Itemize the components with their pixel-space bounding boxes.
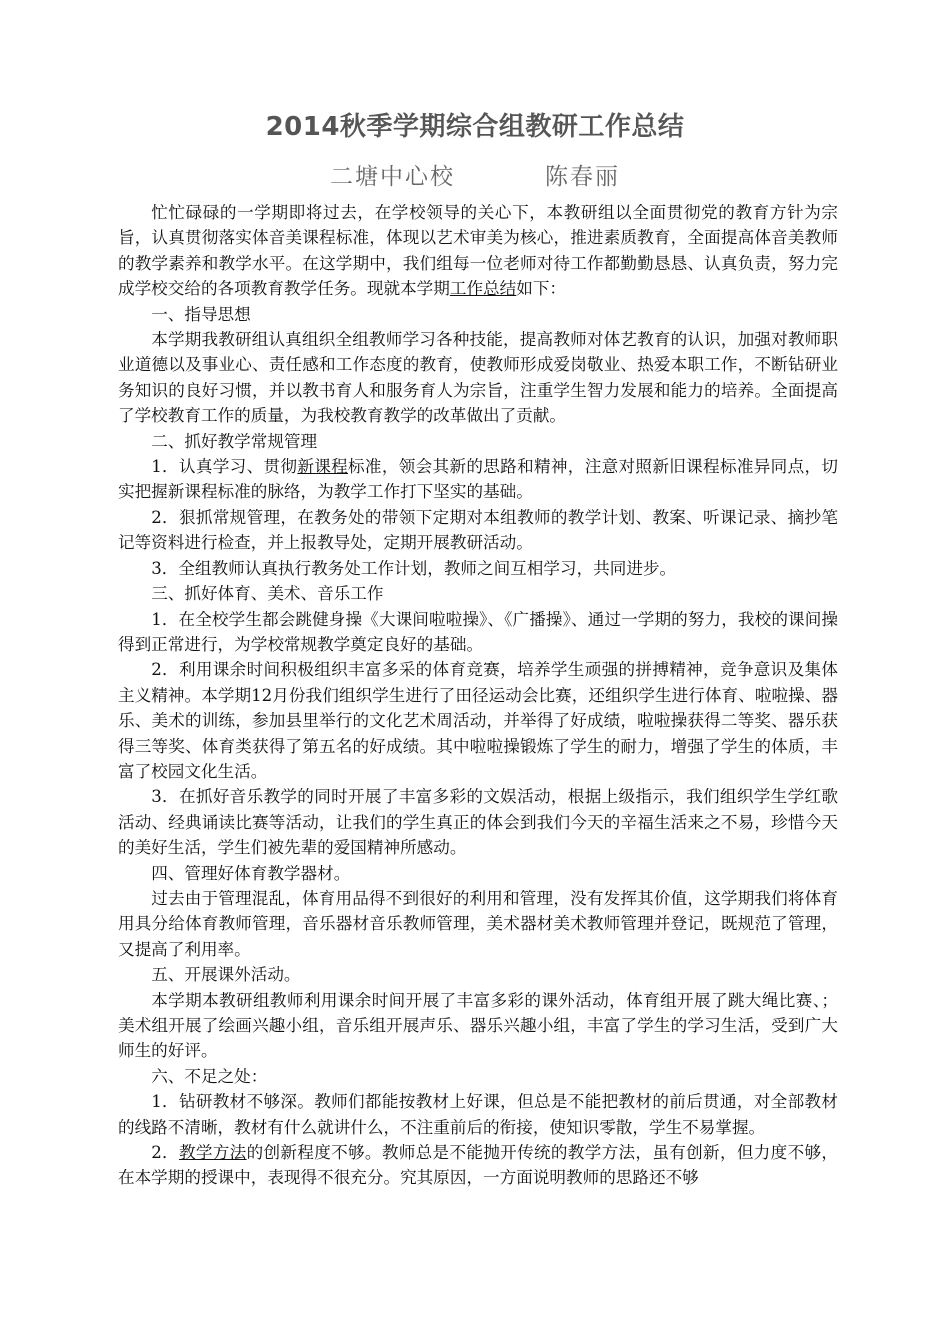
paragraph: 2．利用课余时间积极组织丰富多采的体育竞赛，培养学生顽强的拼搏精神，竞争意识及集体主义精神。本学期12月份我们组织学生进行了田径运动会比赛，还组织学生进行体育、啦啦操、器乐、美术的训练，参加县里举行的文化艺术周活动，并举得了好成绩，啦啦操获得二等奖、器乐获得三等奖、体育类获得了第五名的好成绩。其中啦啦操锻炼了学生的耐力，增强了学生的体质，丰富了校园文化生活。: [118, 660, 838, 781]
paragraph: 1．钻研教材不够深。教师们都能按教材上好课，但总是不能把教材的前后贯通，对全部教材的线路不清晰，教材有什么就讲什么，不注重前后的衔接，使知识零散，学生不易掌握。: [118, 1092, 838, 1137]
section-heading-3: 三、抓好体育、美术、音乐工作: [151, 584, 384, 604]
paragraph-text: 1．认真学习、贯彻: [151, 457, 298, 477]
paragraph: 本学期本教研组教师利用课余时间开展了丰富多彩的课外活动，体育组开展了跳大绳比赛、；美术组开展了绘画兴趣小组，音乐组开展声乐、器乐兴趣小组，丰富了学生的学习生活，受到广大师生的好评。: [118, 990, 838, 1061]
link-teaching-methods[interactable]: 教学方法: [178, 1143, 247, 1163]
paragraph: 1．在全校学生都会跳健身操《大课间啦啦操》、《广播操》、通过一学期的努力，我校的课间操得到正常进行，为学校常规教学奠定良好的基础。: [118, 609, 838, 654]
section-heading-1: 一、指导思想: [151, 304, 251, 324]
paragraph-text: 2．: [151, 1143, 179, 1163]
paragraph: 2．狠抓常规管理，在教务处的带领下定期对本组教师的教学计划、教案、听课记录、摘抄笔记等资料进行检查，并上报教导处，定期开展教研活动。: [118, 507, 838, 553]
author-name: 陈春丽: [545, 164, 620, 190]
paragraph-intro: [118, 200, 838, 302]
link-new-curriculum[interactable]: 新课程: [297, 457, 349, 477]
paragraph: [118, 454, 838, 505]
paragraph-text: 的创新程度不够。教师总是不能抛开传统的教学方法，虽有创新，但力度不够，在本学期的授课中，表现得不很充分。究其原因，一方面说明教师的思路还不够: [118, 1143, 838, 1188]
paragraph-text: 忙忙碌碌的一学期即将过去，在学校领导的关心下，本教研组以全面贯彻党的教育方针为宗旨，认真贯彻落实体音美课程标准，体现以艺术审美为核心，推进素质教育，全面提高体音美教师的教学素养和教学水平。在这学期中，我们组每一位老师对待工作都勤勤恳恳、认真负责，努力完成学校交给的各项教育教学任务。现就本学期: [118, 203, 838, 299]
paragraph: 过去由于管理混乱，体育用品得不到很好的利用和管理，没有发挥其价值，这学期我们将体育用具分给体育教师管理，音乐器材音乐教师管理，美术器材美术教师管理并登记，既规范了管理，又提高了利用率。: [118, 888, 838, 959]
paragraph: 3．在抓好音乐教学的同时开展了丰富多彩的文娱活动，根据上级指示，我们组织学生学红歌活动、经典诵读比赛等活动，让我们的学生真正的体会到我们今天的辛福生活来之不易，珍惜今天的美好生活，学生们被先辈的爱国精神所感动。: [118, 787, 838, 858]
paragraph-text: 标准，领会其新的思路和精神，注意对照新旧课程标准异同点，切实把握新课程标准的脉络，为教学工作打下坚实的基础。: [118, 457, 838, 502]
section-heading-4: 四、管理好体育教学器材。: [151, 863, 351, 883]
byline: [0, 158, 950, 191]
paragraph: 本学期我教研组认真组织全组教师学习各种技能，提高教师对体艺教育的认识，加强对教师职业道德以及事业心、责任感和工作态度的教育，使教师形成爱岗敬业、热爱本职工作，不断钻研业务知识的良好习惯，并以教书育人和服务育人为宗旨，注重学生智力发展和能力的培养。全面提高了学校教育工作的质量，为我校教育教学的改革做出了贡献。: [118, 330, 838, 426]
paragraph: [118, 1140, 838, 1191]
paragraph: 3．全组教师认真执行教务处工作计划，教师之间互相学习，共同进步。: [151, 558, 677, 578]
section-heading-5: 五、开展课外活动。: [151, 965, 301, 985]
paragraph-text: 如下：: [516, 279, 567, 299]
section-heading-2: 二、抓好教学常规管理: [151, 431, 318, 451]
link-work-summary[interactable]: 工作总结: [449, 279, 517, 299]
document-title: 2014秋季学期综合组教研工作总结: [265, 112, 685, 142]
school-name: 二塘中心校: [330, 164, 455, 190]
document-body: [118, 200, 838, 1191]
section-heading-6: 六、不足之处：: [151, 1066, 268, 1086]
